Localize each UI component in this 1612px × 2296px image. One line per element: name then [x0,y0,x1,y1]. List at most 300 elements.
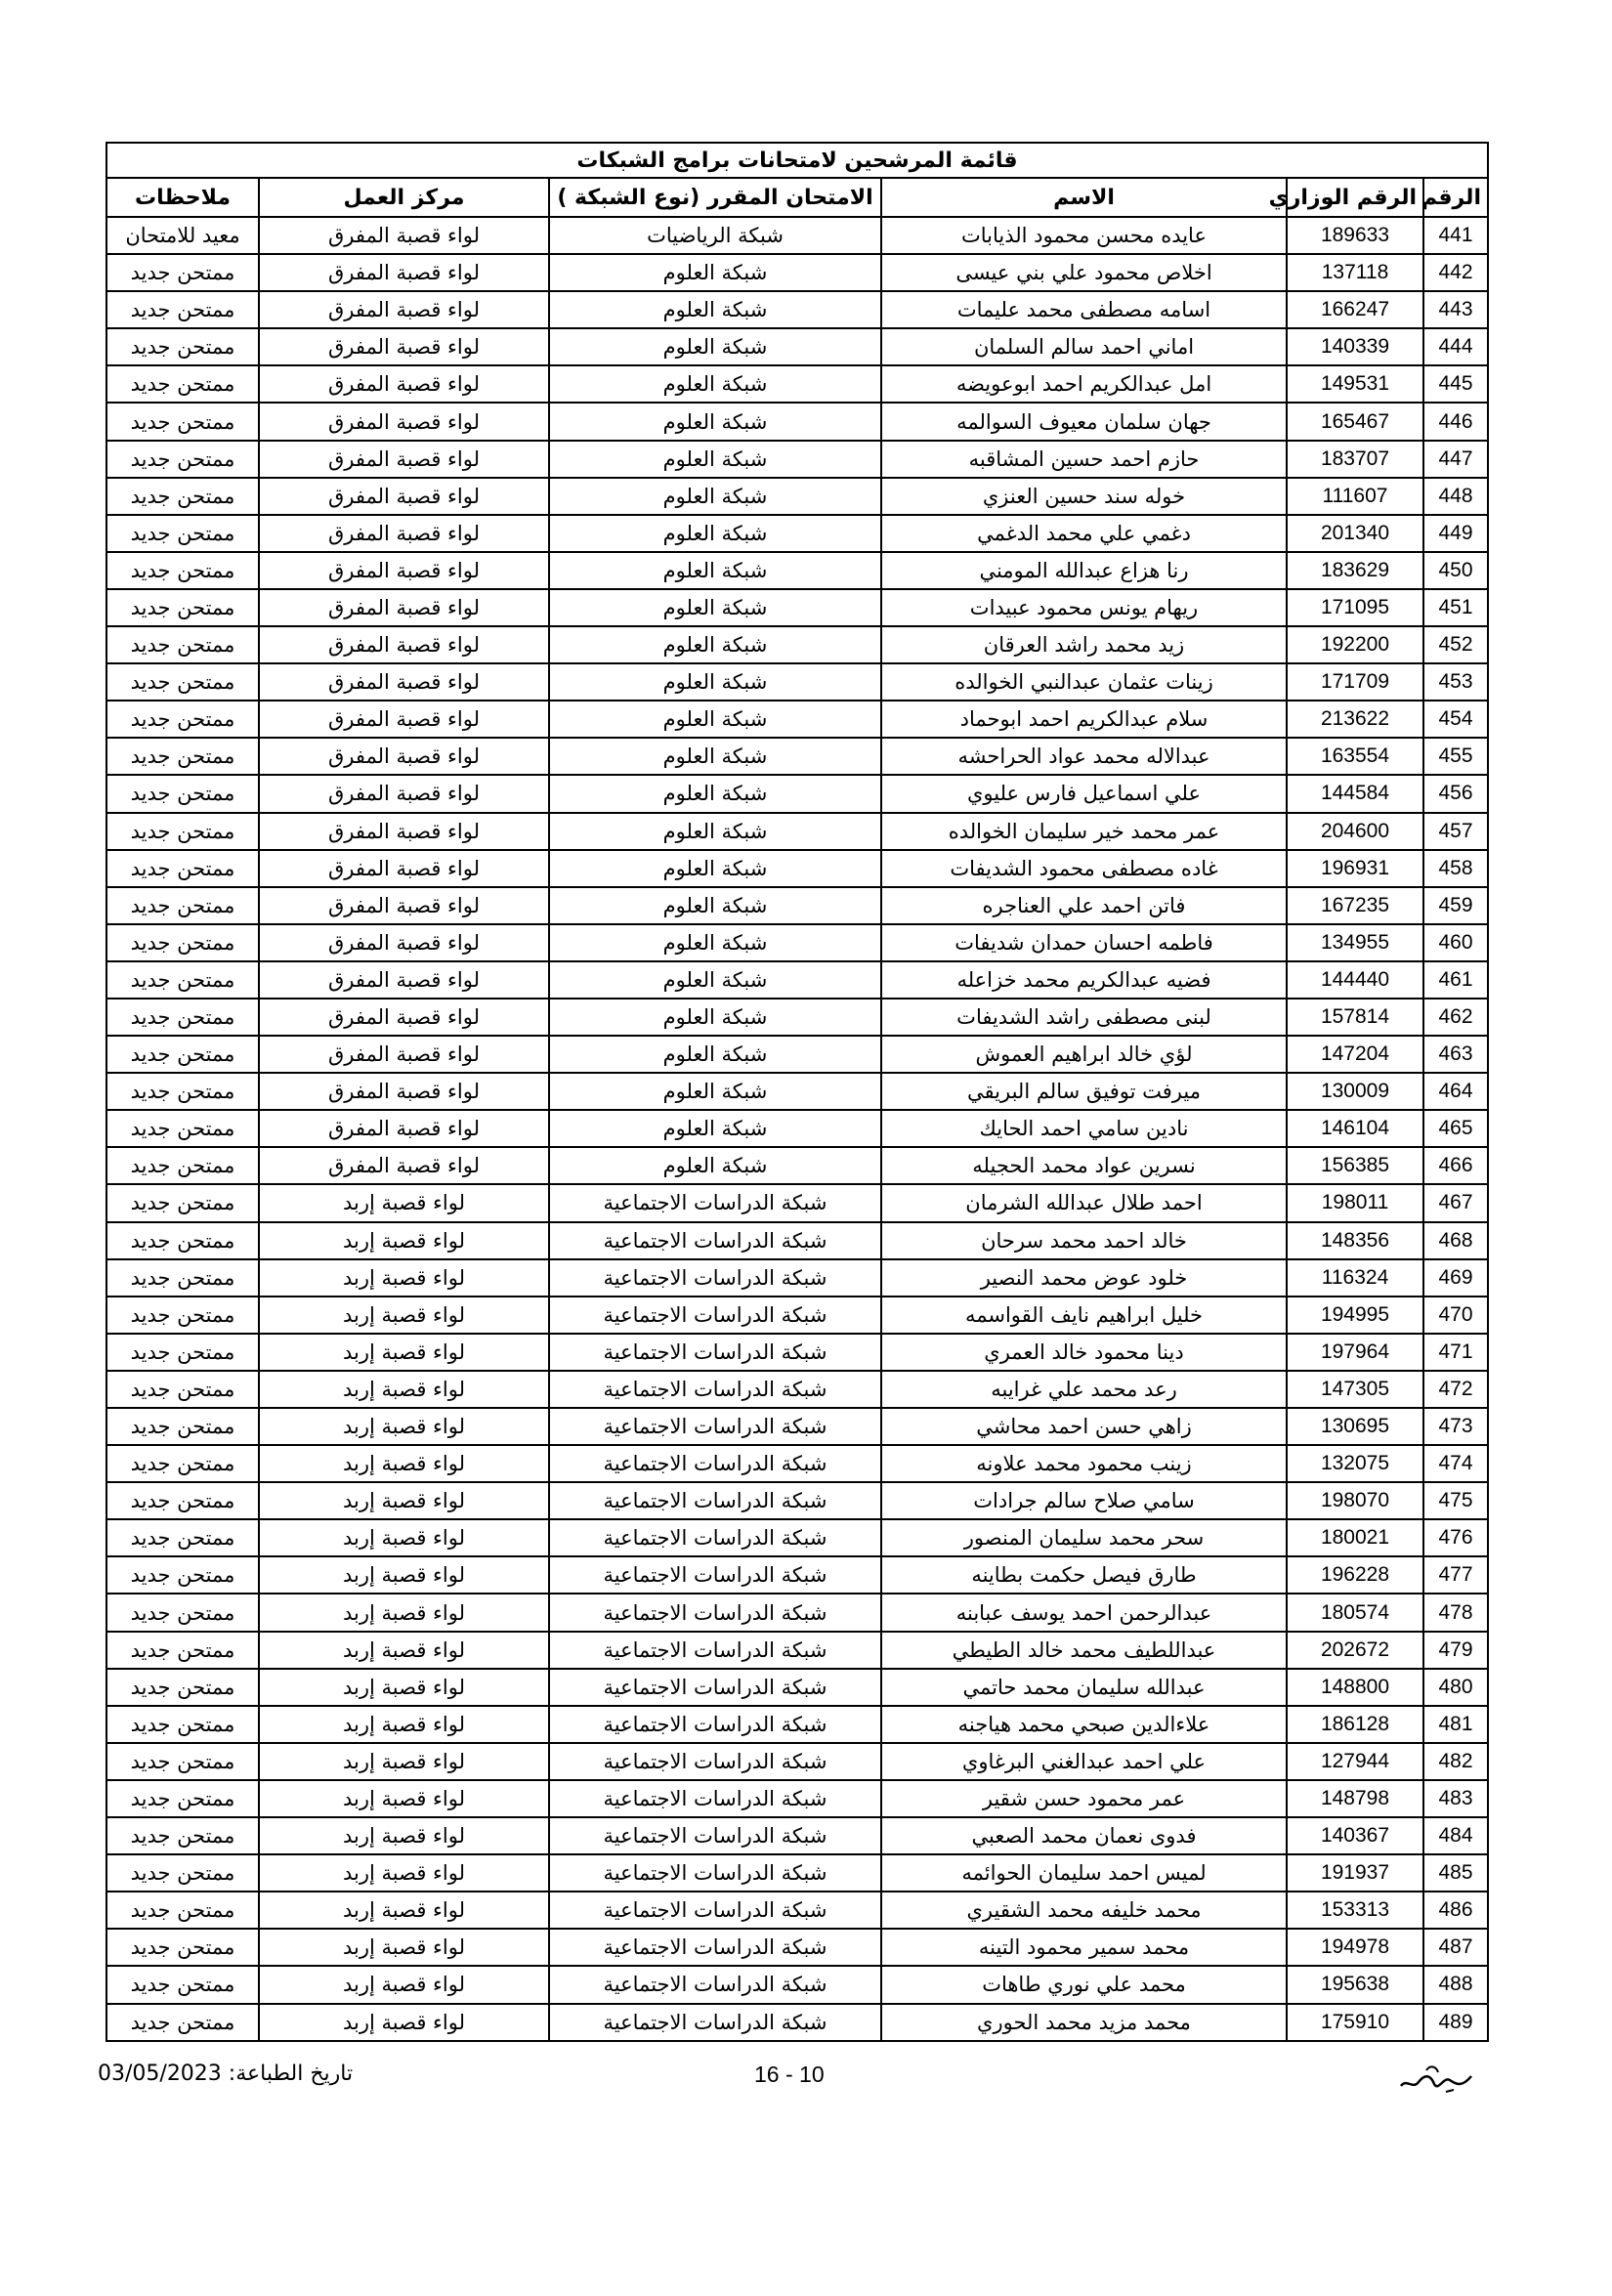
row-ministry-id: 130009 [1287,1073,1423,1110]
row-exam: شبكة العلوم [549,999,881,1036]
row-num: 467 [1423,1184,1488,1221]
row-notes: ممتحن جديد [106,1966,259,2003]
row-exam: شبكة العلوم [549,1073,881,1110]
row-notes: ممتحن جديد [106,403,259,440]
row-exam: شبكة الدراسات الاجتماعية [549,1632,881,1669]
row-name: زينات عثمان عبدالنبي الخوالده [881,663,1287,701]
row-exam: شبكة الدراسات الاجتماعية [549,1445,881,1482]
header-work-center: مركز العمل [259,178,549,217]
row-ministry-id: 127944 [1287,1743,1423,1780]
row-name: رنا هزاع عبدالله المومني [881,552,1287,589]
row-num: 456 [1423,775,1488,812]
row-exam: شبكة العلوم [549,738,881,775]
row-exam: شبكة العلوم [549,515,881,552]
row-notes: ممتحن جديد [106,1371,259,1408]
row-work-center: لواء قصبة المفرق [259,403,549,440]
table-row [106,254,1488,291]
row-notes: ممتحن جديد [106,887,259,924]
row-work-center: لواء قصبة إربد [259,1482,549,1519]
row-name: جهان سلمان معيوف السوالمه [881,403,1287,440]
table-row [106,813,1488,850]
row-name: رعد محمد علي غرايبه [881,1371,1287,1408]
row-name: محمد سمير محمود التينه [881,1929,1287,1966]
row-ministry-id: 144440 [1287,961,1423,999]
row-exam: شبكة الدراسات الاجتماعية [549,1892,881,1929]
row-work-center: لواء قصبة المفرق [259,775,549,812]
row-num: 458 [1423,850,1488,887]
row-name: لميس احمد سليمان الحوائمه [881,1854,1287,1892]
row-notes: ممتحن جديد [106,1073,259,1110]
row-exam: شبكة العلوم [549,887,881,924]
row-name: علي احمد عبدالغني البرغاوي [881,1743,1287,1780]
row-num: 468 [1423,1222,1488,1259]
row-num: 475 [1423,1482,1488,1519]
table-row [106,589,1488,626]
row-exam: شبكة العلوم [549,663,881,701]
row-name: علاءالدين صبحي محمد هياجنه [881,1706,1287,1743]
row-num: 455 [1423,738,1488,775]
row-name: زيد محمد راشد العرقان [881,626,1287,663]
table-row [106,999,1488,1036]
row-name: عبداللطيف محمد خالد الطيطي [881,1632,1287,1669]
table-row [106,1817,1488,1854]
row-name: فاتن احمد علي العناجره [881,887,1287,924]
table-row [106,1184,1488,1221]
row-work-center: لواء قصبة إربد [259,1706,549,1743]
row-name: احمد طلال عبدالله الشرمان [881,1184,1287,1221]
row-exam: شبكة الدراسات الاجتماعية [549,1556,881,1594]
row-work-center: لواء قصبة المفرق [259,552,549,589]
row-work-center: لواء قصبة إربد [259,1519,549,1556]
row-exam: شبكة العلوم [549,626,881,663]
row-notes: ممتحن جديد [106,1892,259,1929]
row-notes: ممتحن جديد [106,1036,259,1073]
row-name: نسرين عواد محمد الحجيله [881,1147,1287,1184]
row-num: 485 [1423,1854,1488,1892]
row-notes: ممتحن جديد [106,589,259,626]
row-exam: شبكة الدراسات الاجتماعية [549,1334,881,1371]
table-row [106,552,1488,589]
row-ministry-id: 156385 [1287,1147,1423,1184]
row-num: 466 [1423,1147,1488,1184]
row-name: خلود عوض محمد النصير [881,1259,1287,1297]
row-notes: ممتحن جديد [106,515,259,552]
row-exam: شبكة العلوم [549,365,881,403]
row-work-center: لواء قصبة إربد [259,1222,549,1259]
row-notes: ممتحن جديد [106,1147,259,1184]
row-exam: شبكة العلوم [549,328,881,365]
table-row [106,1408,1488,1445]
row-exam: شبكة العلوم [549,924,881,961]
row-work-center: لواء قصبة المفرق [259,663,549,701]
row-notes: ممتحن جديد [106,961,259,999]
row-exam: شبكة الدراسات الاجتماعية [549,1297,881,1334]
row-work-center: لواء قصبة إربد [259,1556,549,1594]
row-notes: ممتحن جديد [106,291,259,328]
row-exam: شبكة الدراسات الاجتماعية [549,1780,881,1817]
row-work-center: لواء قصبة المفرق [259,961,549,999]
row-num: 441 [1423,217,1488,254]
row-ministry-id: 137118 [1287,254,1423,291]
table-row [106,1743,1488,1780]
row-work-center: لواء قصبة المفرق [259,813,549,850]
row-num: 447 [1423,441,1488,478]
table-row [106,1594,1488,1631]
row-work-center: لواء قصبة المفرق [259,924,549,961]
row-work-center: لواء قصبة المفرق [259,478,549,515]
row-ministry-id: 148798 [1287,1780,1423,1817]
row-exam: شبكة العلوم [549,850,881,887]
row-num: 444 [1423,328,1488,365]
row-ministry-id: 153313 [1287,1892,1423,1929]
row-num: 469 [1423,1259,1488,1297]
row-exam: شبكة الدراسات الاجتماعية [549,1966,881,2003]
row-ministry-id: 148800 [1287,1669,1423,1706]
row-exam: شبكة العلوم [549,775,881,812]
row-notes: ممتحن جديد [106,1334,259,1371]
row-work-center: لواء قصبة المفرق [259,1036,549,1073]
row-ministry-id: 197964 [1287,1334,1423,1371]
row-work-center: لواء قصبة إربد [259,1854,549,1892]
header-ministry-id: الرقم الوزاري [1287,178,1423,217]
row-notes: ممتحن جديد [106,1632,259,1669]
row-ministry-id: 144584 [1287,775,1423,812]
table-row [106,1036,1488,1073]
row-notes: ممتحن جديد [106,738,259,775]
row-notes: ممتحن جديد [106,1110,259,1147]
row-work-center: لواء قصبة إربد [259,1929,549,1966]
table-row [106,1556,1488,1594]
row-ministry-id: 166247 [1287,291,1423,328]
table-row [106,1110,1488,1147]
row-notes: ممتحن جديد [106,1445,259,1482]
row-work-center: لواء قصبة إربد [259,1743,549,1780]
row-exam: شبكة الدراسات الاجتماعية [549,1669,881,1706]
row-work-center: لواء قصبة المفرق [259,515,549,552]
row-exam: شبكة العلوم [549,813,881,850]
row-ministry-id: 130695 [1287,1408,1423,1445]
row-ministry-id: 111607 [1287,478,1423,515]
row-ministry-id: 204600 [1287,813,1423,850]
row-name: فاطمه احسان حمدان شديفات [881,924,1287,961]
table-row [106,626,1488,663]
row-num: 483 [1423,1780,1488,1817]
row-exam: شبكة العلوم [549,589,881,626]
row-exam: شبكة العلوم [549,701,881,738]
row-notes: ممتحن جديد [106,1259,259,1297]
row-work-center: لواء قصبة إربد [259,1184,549,1221]
row-num: 487 [1423,1929,1488,1966]
table-title: قائمة المرشحين لامتحانات برامج الشبكات [106,143,1488,178]
row-name: زينب محمود محمد علاونه [881,1445,1287,1482]
row-name: محمد مزيد محمد الحوري [881,2004,1287,2041]
row-exam: شبكة الدراسات الاجتماعية [549,2004,881,2041]
table-row [106,1632,1488,1669]
row-work-center: لواء قصبة المفرق [259,1073,549,1110]
row-ministry-id: 132075 [1287,1445,1423,1482]
row-work-center: لواء قصبة إربد [259,1297,549,1334]
row-num: 486 [1423,1892,1488,1929]
row-ministry-id: 196931 [1287,850,1423,887]
row-num: 465 [1423,1110,1488,1147]
row-work-center: لواء قصبة المفرق [259,999,549,1036]
table-row [106,1445,1488,1482]
table-row [106,2004,1488,2041]
row-ministry-id: 147305 [1287,1371,1423,1408]
row-num: 453 [1423,663,1488,701]
row-name: محمد خليفه محمد الشقيري [881,1892,1287,1929]
row-name: دينا محمود خالد العمري [881,1334,1287,1371]
row-ministry-id: 183629 [1287,552,1423,589]
row-notes: ممتحن جديد [106,2004,259,2041]
row-ministry-id: 198070 [1287,1482,1423,1519]
row-num: 443 [1423,291,1488,328]
row-notes: ممتحن جديد [106,1706,259,1743]
row-num: 482 [1423,1743,1488,1780]
row-name: فضيه عبدالكريم محمد خزاعله [881,961,1287,999]
row-num: 479 [1423,1632,1488,1669]
row-work-center: لواء قصبة المفرق [259,254,549,291]
row-notes: ممتحن جديد [106,478,259,515]
row-exam: شبكة الدراسات الاجتماعية [549,1854,881,1892]
table-row [106,515,1488,552]
row-work-center: لواء قصبة إربد [259,1632,549,1669]
table-row [106,1073,1488,1110]
row-exam: شبكة العلوم [549,1036,881,1073]
row-num: 449 [1423,515,1488,552]
table-row [106,738,1488,775]
table-row [106,441,1488,478]
row-ministry-id: 116324 [1287,1259,1423,1297]
table-row [106,1259,1488,1297]
row-exam: شبكة الدراسات الاجتماعية [549,1482,881,1519]
row-work-center: لواء قصبة إربد [259,1780,549,1817]
row-ministry-id: 196228 [1287,1556,1423,1594]
row-work-center: لواء قصبة المفرق [259,738,549,775]
row-ministry-id: 198011 [1287,1184,1423,1221]
row-exam: شبكة العلوم [549,291,881,328]
row-name: سامي صلاح سالم جرادات [881,1482,1287,1519]
row-num: 489 [1423,2004,1488,2041]
row-exam: شبكة الدراسات الاجتماعية [549,1408,881,1445]
row-name: اسامه مصطفى محمد عليمات [881,291,1287,328]
table-row [106,887,1488,924]
row-num: 477 [1423,1556,1488,1594]
row-exam: شبكة الدراسات الاجتماعية [549,1706,881,1743]
table-row [106,1482,1488,1519]
row-num: 459 [1423,887,1488,924]
row-notes: ممتحن جديد [106,775,259,812]
row-name: خليل ابراهيم نايف القواسمه [881,1297,1287,1334]
row-ministry-id: 194995 [1287,1297,1423,1334]
row-notes: ممتحن جديد [106,924,259,961]
row-work-center: لواء قصبة المفرق [259,850,549,887]
candidates-sheet [106,142,1487,2042]
row-exam: شبكة الدراسات الاجتماعية [549,1594,881,1631]
row-ministry-id: 195638 [1287,1966,1423,2003]
row-exam: شبكة الدراسات الاجتماعية [549,1259,881,1297]
table-row [106,775,1488,812]
row-exam: شبكة العلوم [549,1110,881,1147]
row-exam: شبكة الدراسات الاجتماعية [549,1222,881,1259]
row-name: خوله سند حسين العنزي [881,478,1287,515]
row-work-center: لواء قصبة إربد [259,1259,549,1297]
row-work-center: لواء قصبة المفرق [259,887,549,924]
row-num: 463 [1423,1036,1488,1073]
row-name: عايده محسن محمود الذيابات [881,217,1287,254]
row-ministry-id: 147204 [1287,1036,1423,1073]
row-ministry-id: 192200 [1287,626,1423,663]
row-num: 481 [1423,1706,1488,1743]
row-notes: ممتحن جديد [106,1594,259,1631]
row-num: 460 [1423,924,1488,961]
row-ministry-id: 194978 [1287,1929,1423,1966]
table-row [106,1669,1488,1706]
row-work-center: لواء قصبة المفرق [259,291,549,328]
row-notes: ممتحن جديد [106,1408,259,1445]
row-work-center: لواء قصبة إربد [259,1669,549,1706]
header-name: الاسم [881,178,1287,217]
row-num: 452 [1423,626,1488,663]
row-notes: ممتحن جديد [106,999,259,1036]
table-row [106,328,1488,365]
header-notes: ملاحظات [106,178,259,217]
row-num: 445 [1423,365,1488,403]
row-exam: شبكة العلوم [549,552,881,589]
row-notes: ممتحن جديد [106,1929,259,1966]
row-num: 454 [1423,701,1488,738]
row-notes: ممتحن جديد [106,1780,259,1817]
table-row [106,217,1488,254]
row-notes: معيد للامتحان [106,217,259,254]
row-ministry-id: 183707 [1287,441,1423,478]
table-row [106,701,1488,738]
row-exam: شبكة الدراسات الاجتماعية [549,1519,881,1556]
row-ministry-id: 157814 [1287,999,1423,1036]
row-ministry-id: 180021 [1287,1519,1423,1556]
row-ministry-id: 191937 [1287,1854,1423,1892]
row-num: 478 [1423,1594,1488,1631]
table-row [106,1706,1488,1743]
row-notes: ممتحن جديد [106,1556,259,1594]
row-ministry-id: 171709 [1287,663,1423,701]
row-ministry-id: 149531 [1287,365,1423,403]
header-exam: الامتحان المقرر (نوع الشبكة ) [549,178,881,217]
row-work-center: لواء قصبة إربد [259,1371,549,1408]
row-num: 471 [1423,1334,1488,1371]
candidates-table [106,142,1489,2042]
table-row [106,1297,1488,1334]
row-notes: ممتحن جديد [106,552,259,589]
row-name: طارق فيصل حكمت بطاينه [881,1556,1287,1594]
row-notes: ممتحن جديد [106,701,259,738]
header-num: الرقم [1423,178,1488,217]
row-exam: شبكة الدراسات الاجتماعية [549,1743,881,1780]
row-num: 470 [1423,1297,1488,1334]
row-name: غاده مصطفى محمود الشديفات [881,850,1287,887]
table-row [106,1222,1488,1259]
row-notes: ممتحن جديد [106,1222,259,1259]
row-ministry-id: 186128 [1287,1706,1423,1743]
row-work-center: لواء قصبة المفرق [259,441,549,478]
row-exam: شبكة الدراسات الاجتماعية [549,1817,881,1854]
row-num: 457 [1423,813,1488,850]
row-work-center: لواء قصبة إربد [259,1334,549,1371]
table-row [106,478,1488,515]
row-name: عبدالاله محمد عواد الحراحشه [881,738,1287,775]
row-exam: شبكة الدراسات الاجتماعية [549,1371,881,1408]
row-exam: شبكة العلوم [549,403,881,440]
row-ministry-id: 202672 [1287,1632,1423,1669]
row-name: سلام عبدالكريم احمد ابوحماد [881,701,1287,738]
row-ministry-id: 189633 [1287,217,1423,254]
row-num: 446 [1423,403,1488,440]
row-name: نادين سامي احمد الحايك [881,1110,1287,1147]
row-name: دغمي علي محمد الدغمي [881,515,1287,552]
row-name: سحر محمد سليمان المنصور [881,1519,1287,1556]
table-row [106,961,1488,999]
row-name: ريهام يونس محمود عبيدات [881,589,1287,626]
row-work-center: لواء قصبة إربد [259,1817,549,1854]
row-num: 476 [1423,1519,1488,1556]
row-notes: ممتحن جديد [106,1519,259,1556]
row-name: زاهي حسن احمد محاشي [881,1408,1287,1445]
row-name: امل عبدالكريم احمد ابوعويضه [881,365,1287,403]
row-ministry-id: 140339 [1287,328,1423,365]
table-row [106,1854,1488,1892]
signature-mark [1397,2057,1475,2100]
row-notes: ممتحن جديد [106,1297,259,1334]
row-exam: شبكة العلوم [549,1147,881,1184]
row-num: 473 [1423,1408,1488,1445]
row-notes: ممتحن جديد [106,626,259,663]
row-num: 450 [1423,552,1488,589]
row-exam: شبكة الدراسات الاجتماعية [549,1184,881,1221]
table-row [106,1519,1488,1556]
row-work-center: لواء قصبة المفرق [259,217,549,254]
row-notes: ممتحن جديد [106,1854,259,1892]
table-body [106,217,1488,2041]
table-row [106,663,1488,701]
row-name: عمر محمد خير سليمان الخوالده [881,813,1287,850]
row-num: 480 [1423,1669,1488,1706]
table-row [106,291,1488,328]
print-date: تاريخ الطباعة: 03/05/2023 [98,2062,354,2086]
row-num: 474 [1423,1445,1488,1482]
row-work-center: لواء قصبة المفرق [259,1110,549,1147]
row-notes: ممتحن جديد [106,1817,259,1854]
row-num: 464 [1423,1073,1488,1110]
row-notes: ممتحن جديد [106,1743,259,1780]
row-exam: شبكة العلوم [549,441,881,478]
row-ministry-id: 134955 [1287,924,1423,961]
row-name: علي اسماعيل فارس عليوي [881,775,1287,812]
row-name: عبدالله سليمان محمد حاتمي [881,1669,1287,1706]
row-name: خالد احمد محمد سرحان [881,1222,1287,1259]
row-num: 448 [1423,478,1488,515]
row-name: ميرفت توفيق سالم البريقي [881,1073,1287,1110]
row-name: اماني احمد سالم السلمان [881,328,1287,365]
row-name: محمد علي نوري طاهات [881,1966,1287,2003]
table-row [106,1966,1488,2003]
table-row [106,1929,1488,1966]
row-work-center: لواء قصبة المفرق [259,1147,549,1184]
row-notes: ممتحن جديد [106,663,259,701]
row-name: اخلاص محمود علي بني عيسى [881,254,1287,291]
row-notes: ممتحن جديد [106,1669,259,1706]
row-notes: ممتحن جديد [106,1184,259,1221]
row-ministry-id: 180574 [1287,1594,1423,1631]
